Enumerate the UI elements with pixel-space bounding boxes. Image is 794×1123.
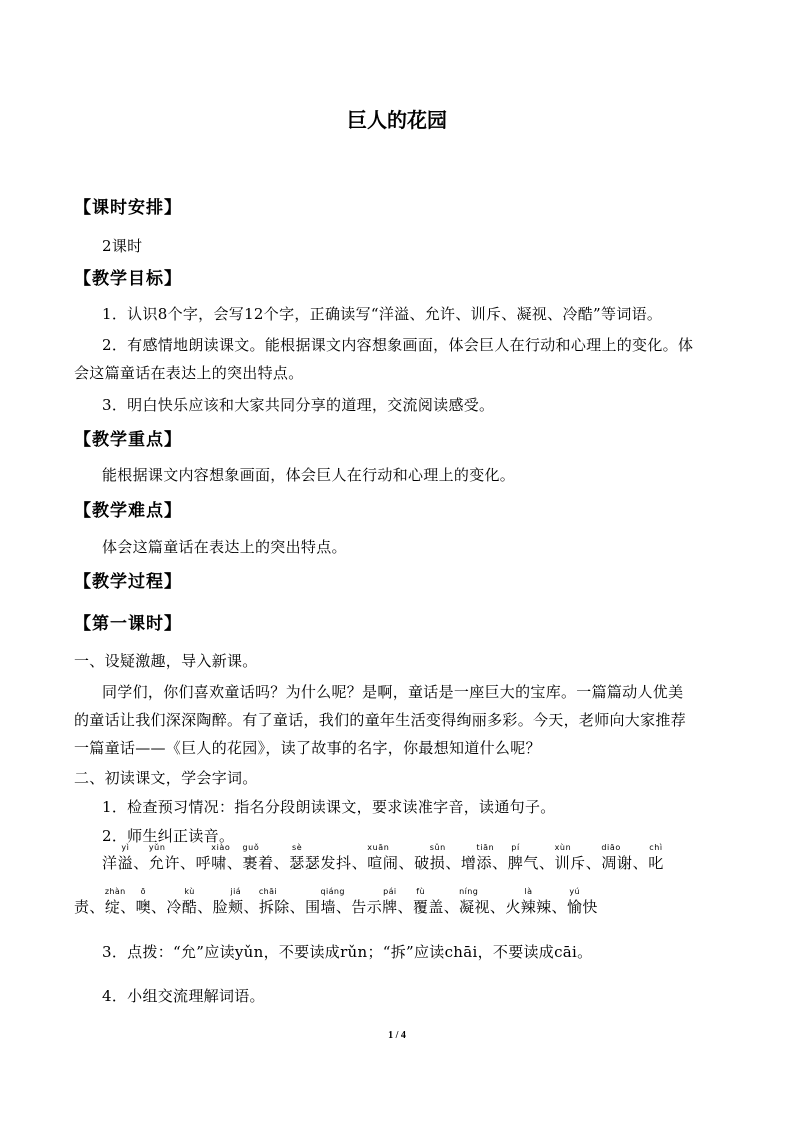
word-text: 洋 — [102, 854, 118, 872]
pinyin-word-row-2 — [74, 887, 598, 932]
word-text: 视、火 — [474, 898, 521, 916]
word-text: 辣、 — [536, 898, 567, 916]
heading-difficulties: 【教学难点】 — [74, 501, 182, 521]
pinyin-char — [135, 887, 152, 917]
pinyin-annotation: jiá — [230, 887, 242, 896]
pinyin-char — [566, 887, 583, 917]
pinyin-char — [412, 887, 429, 917]
difficulties-text: 体会这篇童话在表达上的突出特点。 — [102, 538, 347, 556]
annotated-character: 辣 — [520, 898, 537, 916]
step-4: 4．小组交流理解词语。 — [102, 987, 265, 1005]
annotated-character: 拆 — [258, 898, 275, 916]
pinyin-annotation: kù — [184, 887, 195, 896]
page-number: 1 / 4 — [388, 1030, 406, 1041]
word-text: 、 — [226, 854, 243, 872]
pinyin-annotation: yú — [569, 887, 580, 896]
pinyin-annotation: xùn — [554, 843, 572, 852]
word-text: 谢、 — [616, 854, 649, 872]
step-2: 2．师生纠正读音。 — [102, 827, 235, 845]
annotated-character: 绽 — [104, 898, 121, 916]
word-text: 许、呼 — [164, 854, 212, 872]
word-text: 、告示 — [335, 898, 383, 916]
annotated-character: 颊 — [228, 898, 244, 916]
word-text: 、 — [243, 898, 259, 916]
section-2: 二、初读课文，学会字词。 — [74, 769, 258, 787]
heading-key-points: 【教学重点】 — [74, 430, 182, 450]
pinyin-annotation: qiáng — [320, 887, 345, 896]
annotated-character: 叱 — [648, 854, 664, 872]
annotated-character: 啸 — [211, 854, 227, 872]
annotated-character: 溢 — [117, 854, 134, 872]
pinyin-annotation: pái — [383, 887, 397, 896]
pinyin-char — [258, 887, 278, 917]
pinyin-char — [520, 887, 537, 917]
pinyin-annotation: chāi — [258, 887, 278, 896]
annotated-character: 喧 — [367, 854, 383, 872]
key-points-text: 能根据课文内容想象画面，体会巨人在行动和心理上的变化。 — [102, 466, 516, 484]
word-text: 瑟发抖、 — [304, 854, 368, 872]
annotated-character: 损 — [429, 854, 446, 872]
pinyin-annotation: là — [524, 887, 533, 896]
schedule-text: 2课时 — [102, 237, 143, 255]
annotated-character: 噢 — [135, 898, 152, 916]
annotated-character: 愉 — [566, 898, 583, 916]
pinyin-annotation: níng — [459, 887, 479, 896]
annotated-character: 添 — [476, 854, 493, 872]
annotated-character: 允 — [148, 854, 165, 872]
pinyin-annotation: ō — [140, 887, 146, 896]
pinyin-char — [554, 843, 572, 873]
pinyin-annotation: xuān — [367, 843, 390, 852]
pinyin-annotation: diāo — [601, 843, 621, 852]
pinyin-annotation: xiào — [211, 843, 231, 852]
pinyin-char — [459, 887, 479, 917]
word-text: 气、 — [523, 854, 555, 872]
intro-line2: 的童话让我们深深陶醉。有了童话，我们的童年生活变得绚丽多彩。今天，老师向大家推荐 — [74, 711, 687, 729]
step-1: 1．检查预习情况：指名分段朗读课文，要求读准字音，读通句子。 — [102, 798, 556, 816]
annotated-character: 牌 — [382, 898, 398, 916]
word-text: 盖、 — [428, 898, 460, 916]
pinyin-annotation: sè — [291, 843, 303, 852]
pinyin-char — [320, 887, 345, 917]
annotated-character: 酷 — [181, 898, 198, 916]
goal-2-line2: 会这篇童话在表达上的突出特点。 — [74, 364, 304, 382]
pinyin-char — [211, 843, 231, 873]
pinyin-annotation: chì — [649, 843, 663, 852]
word-text: 闹、破 — [382, 854, 430, 872]
word-text: 着、 — [258, 854, 290, 872]
annotated-character: 凋 — [601, 854, 617, 872]
pinyin-char — [507, 843, 524, 873]
pinyin-char — [148, 843, 166, 873]
pinyin-annotation: yǔn — [148, 843, 166, 852]
annotated-character: 训 — [554, 854, 571, 872]
pinyin-char — [601, 843, 621, 873]
word-text: 、 — [120, 898, 136, 916]
heading-lesson-1: 【第一课时】 — [74, 614, 182, 634]
word-text: 快 — [582, 898, 598, 916]
word-text: 除、围 — [274, 898, 321, 916]
step-3: 3．点拨：“允”应读yǔn，不要读成rǔn；“拆”应读chāi，不要读成cāi。 — [102, 943, 593, 961]
word-text: 、增 — [445, 854, 477, 872]
pinyin-char — [648, 843, 664, 873]
pinyin-char — [228, 887, 244, 917]
pinyin-char — [117, 843, 134, 873]
pinyin-annotation: tiān — [476, 843, 495, 852]
pinyin-annotation: yì — [121, 843, 130, 852]
annotated-character: 脾 — [507, 854, 524, 872]
pinyin-annotation: zhàn — [104, 887, 126, 896]
document-title: 巨人的花园 — [347, 108, 447, 132]
heading-process: 【教学过程】 — [74, 572, 182, 592]
pinyin-char — [367, 843, 390, 873]
pinyin-char — [382, 887, 398, 917]
annotated-character: 裹 — [242, 854, 259, 872]
goal-2-line1: 2．有感情地朗读课文。能根据课文内容想象画面，体会巨人在行动和心理上的变化。体 — [102, 336, 694, 354]
annotated-character: 覆 — [412, 898, 429, 916]
word-text: 、 — [492, 854, 508, 872]
pinyin-word-row-1 — [102, 843, 664, 888]
word-text: 斥、 — [570, 854, 602, 872]
heading-schedule: 【课时安排】 — [74, 198, 182, 218]
pinyin-char — [104, 887, 126, 917]
annotated-character: 瑟 — [289, 854, 305, 872]
goal-1: 1．认识8个字，会写12个字，正确读写“洋溢、允许、训斥、凝视、冷酷”等词语。 — [102, 305, 663, 323]
pinyin-char — [289, 843, 305, 873]
word-text: 、脸 — [197, 898, 229, 916]
pinyin-annotation: guǒ — [242, 843, 260, 852]
goal-3: 3．明白快乐应该和大家共同分享的道理，交流阅读感受。 — [102, 396, 495, 414]
pinyin-char — [181, 887, 198, 917]
annotated-character: 凝 — [459, 898, 475, 916]
pinyin-char — [242, 843, 260, 873]
section-1: 一、设疑激趣，导入新课。 — [74, 652, 258, 670]
word-text: 、 — [133, 854, 149, 872]
annotated-character: 墙 — [320, 898, 336, 916]
intro-line1: 同学们，你们喜欢童话吗？为什么呢？是啊，童话是一座巨大的宝库。一篇篇动人优美 — [102, 683, 684, 701]
pinyin-char — [429, 843, 446, 873]
heading-goals: 【教学目标】 — [74, 269, 182, 289]
pinyin-annotation: pí — [511, 843, 520, 852]
pinyin-annotation: fù — [416, 887, 425, 896]
pinyin-annotation: sǔn — [429, 843, 446, 852]
pinyin-char — [476, 843, 495, 873]
word-text: 、 — [397, 898, 413, 916]
intro-line3: 一篇童话——《巨人的花园》，读了故事的名字，你最想知道什么呢？ — [74, 739, 541, 757]
word-text: 责、 — [74, 898, 105, 916]
word-text: 、冷 — [151, 898, 182, 916]
